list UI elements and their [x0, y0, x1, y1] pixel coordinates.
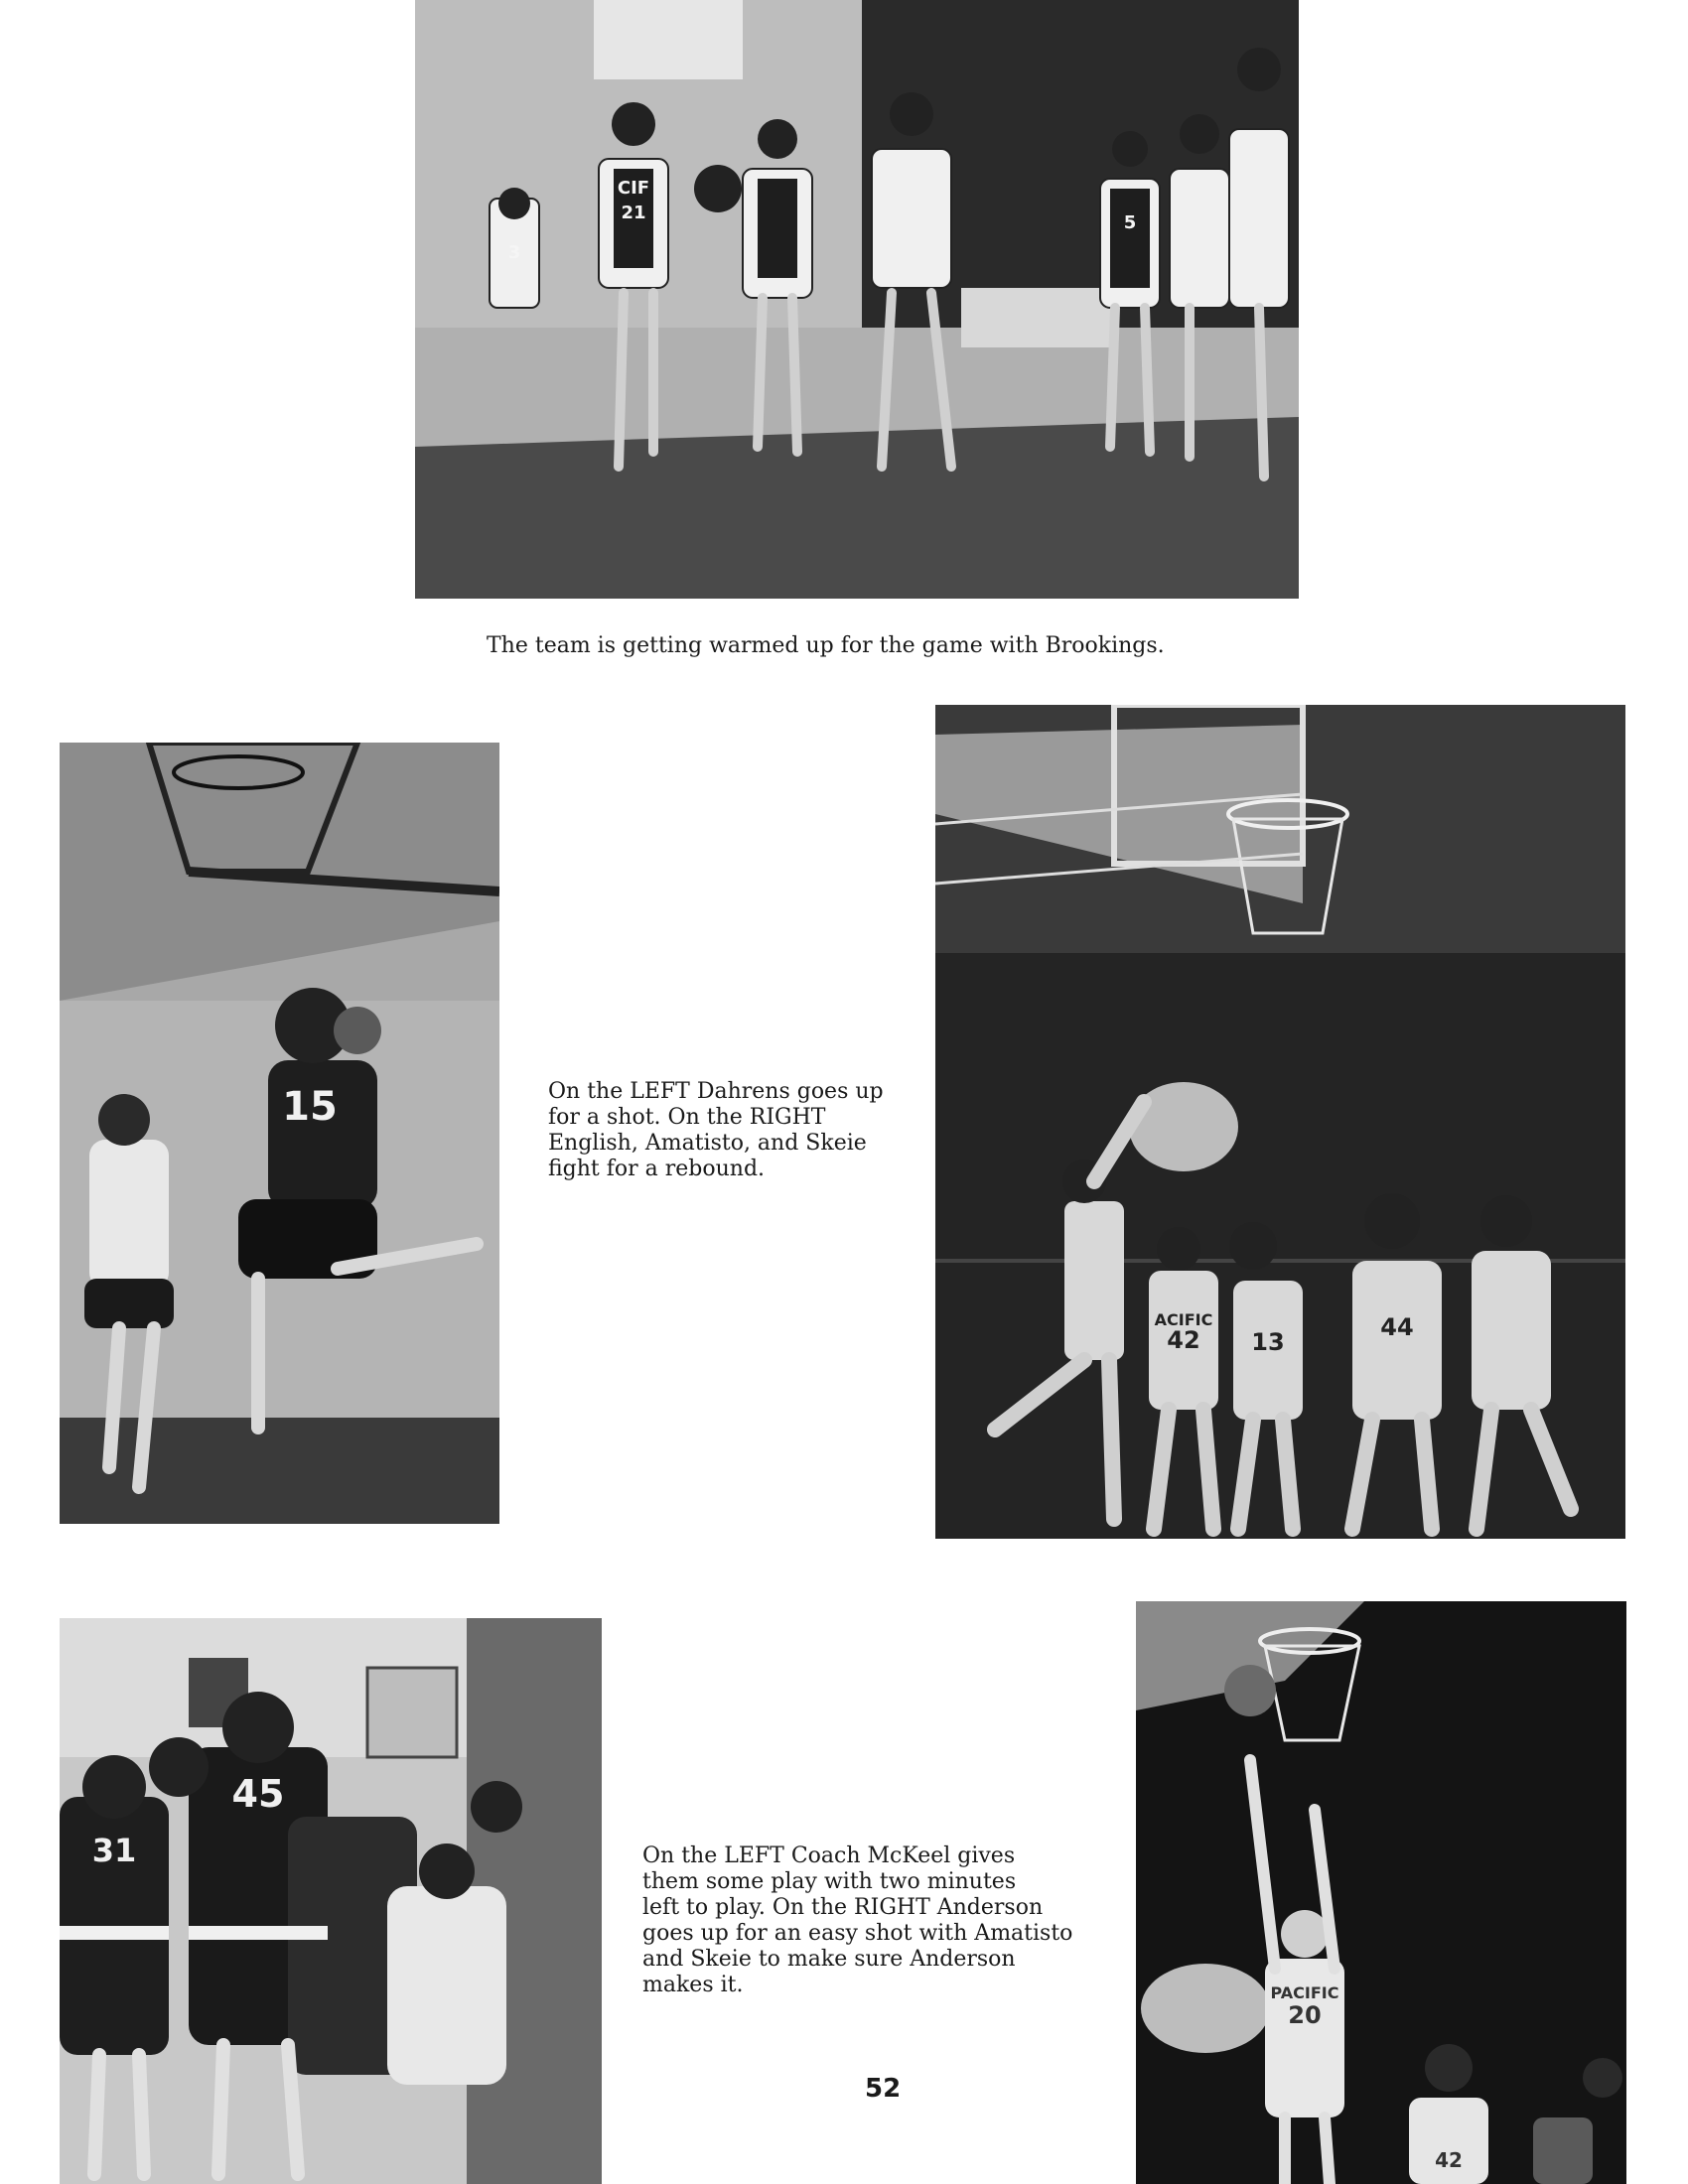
jersey-number: 21 — [621, 203, 646, 223]
caption-bottom: On the LEFT Coach McKeel gives them some play with two minutes left to play. On the RIGHT Anderson goes up for an easy shot with Amatisto and Skeie to make sure Anderson makes it. — [642, 1843, 1073, 1997]
photo-dahrens-shot — [60, 743, 499, 1524]
jersey-text: ACIFIC — [1154, 1310, 1213, 1329]
jersey-number: 3 — [507, 242, 521, 263]
jersey-text: PACIFIC — [1270, 1983, 1339, 2002]
photo-coach-huddle — [60, 1618, 602, 2184]
photo-rebound — [935, 705, 1625, 1539]
photo-rebound-image — [935, 705, 1625, 1539]
jersey-number: 13 — [1251, 1328, 1285, 1356]
jersey-number: 42 — [1167, 1326, 1200, 1354]
jersey-number: 5 — [1123, 212, 1137, 233]
photo-anderson-shot — [1136, 1601, 1626, 2184]
jersey-number: 20 — [1288, 2001, 1322, 2029]
page-number: 52 — [865, 2074, 902, 2104]
jersey-number: 15 — [282, 1084, 338, 1130]
jersey-text: CIF — [617, 178, 650, 199]
jersey-number: 31 — [91, 1832, 137, 1869]
photo-coach-huddle-image — [60, 1618, 602, 2184]
jersey-number: 42 — [1435, 2148, 1463, 2172]
jersey-number: 44 — [1380, 1313, 1414, 1341]
photo-team-warmup-image — [415, 0, 1299, 599]
photo-team-warmup — [415, 0, 1299, 599]
caption-middle: On the LEFT Dahrens goes up for a shot. On the RIGHT English, Amatisto, and Skeie fight for a rebound. — [548, 1079, 884, 1181]
jersey-number: 45 — [231, 1772, 285, 1816]
caption-warmup: The team is getting warmed up for the game with Brookings. — [487, 633, 1165, 658]
photo-dahrens-shot-image — [60, 743, 499, 1524]
photo-anderson-shot-image — [1136, 1601, 1626, 2184]
